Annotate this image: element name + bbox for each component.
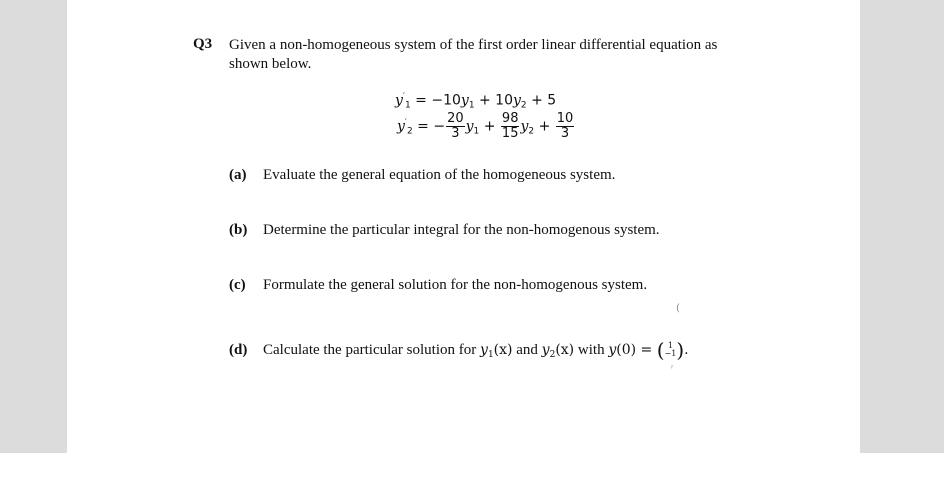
part-d-y1-sub: 1	[487, 350, 494, 360]
fraction-1-numerator: 20	[447, 111, 464, 126]
part-c-label: (c)	[229, 277, 246, 293]
part-d-y1: y	[480, 342, 488, 358]
viewer-margin-left	[0, 0, 67, 453]
question-number: Q3	[193, 36, 213, 52]
fraction-3-denominator: 3	[560, 126, 570, 141]
viewer-margin-right	[860, 0, 944, 453]
part-b-label: (b)	[229, 222, 248, 238]
prime-mark: ′	[402, 92, 405, 102]
equation-1	[395, 92, 556, 111]
eq2-lhs-sub: 2	[406, 126, 413, 137]
left-paren: (	[656, 338, 665, 362]
fraction-1	[446, 112, 465, 141]
part-d-math-2	[542, 342, 574, 358]
eq2-y1-var: y	[465, 118, 474, 135]
eq2-y1-sub: 1	[473, 126, 480, 137]
part-d-text: Calculate the particular solution for	[263, 342, 481, 358]
part-b	[229, 222, 660, 239]
part-d-and: and	[512, 342, 542, 358]
stray-mark-2: ʳ	[671, 364, 674, 375]
fraction-2-numerator: 98	[501, 111, 519, 126]
eq2-y2-var: y	[520, 118, 529, 135]
eq1-y2-var: y	[513, 92, 521, 109]
eq2-plus-2: +	[534, 118, 555, 135]
part-a-text: Evaluate the general equation of the homogeneous system.	[263, 167, 616, 183]
fraction-2-denominator: 15	[501, 126, 519, 141]
part-c	[229, 277, 647, 294]
part-d-initial-condition	[608, 338, 689, 362]
eq1-equals: =	[410, 92, 432, 109]
part-c-text: Formulate the general solution for the non-homogenous system.	[263, 277, 648, 293]
eq2-plus-1: +	[479, 118, 500, 135]
fraction-3	[556, 112, 575, 141]
fraction-3-numerator: 10	[556, 111, 574, 126]
eq1-y1-var: y	[460, 92, 469, 109]
eq1-lhs-sub: 1	[404, 100, 411, 111]
vector-top: 1	[667, 341, 673, 350]
part-d-y0: y	[608, 342, 617, 358]
prime-mark: ′	[404, 117, 407, 128]
eq2-y2-sub: 2	[528, 126, 535, 137]
right-paren: )	[676, 338, 685, 362]
part-d-period: .	[684, 342, 689, 358]
eq2-lhs-var: y	[397, 118, 405, 135]
part-d-arg1: (x)	[493, 342, 513, 358]
equation-2	[397, 112, 575, 141]
vector-entries	[665, 342, 677, 358]
question-text: Given a non-homogeneous system of the first order linear differential equation as shown below.	[229, 37, 718, 72]
part-b-text: Determine the particular integral for the non-homogenous system.	[263, 222, 660, 238]
part-d-arg2: (x)	[555, 342, 575, 358]
eq1-y2-sub: 2	[520, 100, 527, 111]
vector-bottom: −1	[664, 349, 677, 358]
eq1-constant: + 5	[526, 92, 557, 109]
part-d-y2: y	[541, 342, 550, 358]
part-d-y0-arg: (0) =	[616, 342, 657, 358]
part-d-label: (d)	[229, 342, 248, 358]
part-d	[229, 338, 689, 362]
part-a-label: (a)	[229, 167, 247, 183]
eq1-lhs-var: y	[395, 92, 403, 109]
stray-mark-1: (	[676, 303, 680, 314]
fraction-1-denominator: 3	[451, 126, 460, 141]
eq1-coef-2: + 10	[474, 92, 513, 109]
eq1-coef-1: −10	[431, 92, 461, 109]
part-a	[229, 167, 615, 184]
part-d-y2-sub: 2	[549, 350, 556, 360]
initial-vector	[657, 338, 684, 362]
eq1-y1-sub: 1	[468, 100, 475, 111]
fraction-2	[501, 112, 520, 141]
eq2-equals: = −	[412, 118, 446, 135]
part-d-math	[480, 342, 512, 358]
part-d-with: with	[574, 342, 609, 358]
